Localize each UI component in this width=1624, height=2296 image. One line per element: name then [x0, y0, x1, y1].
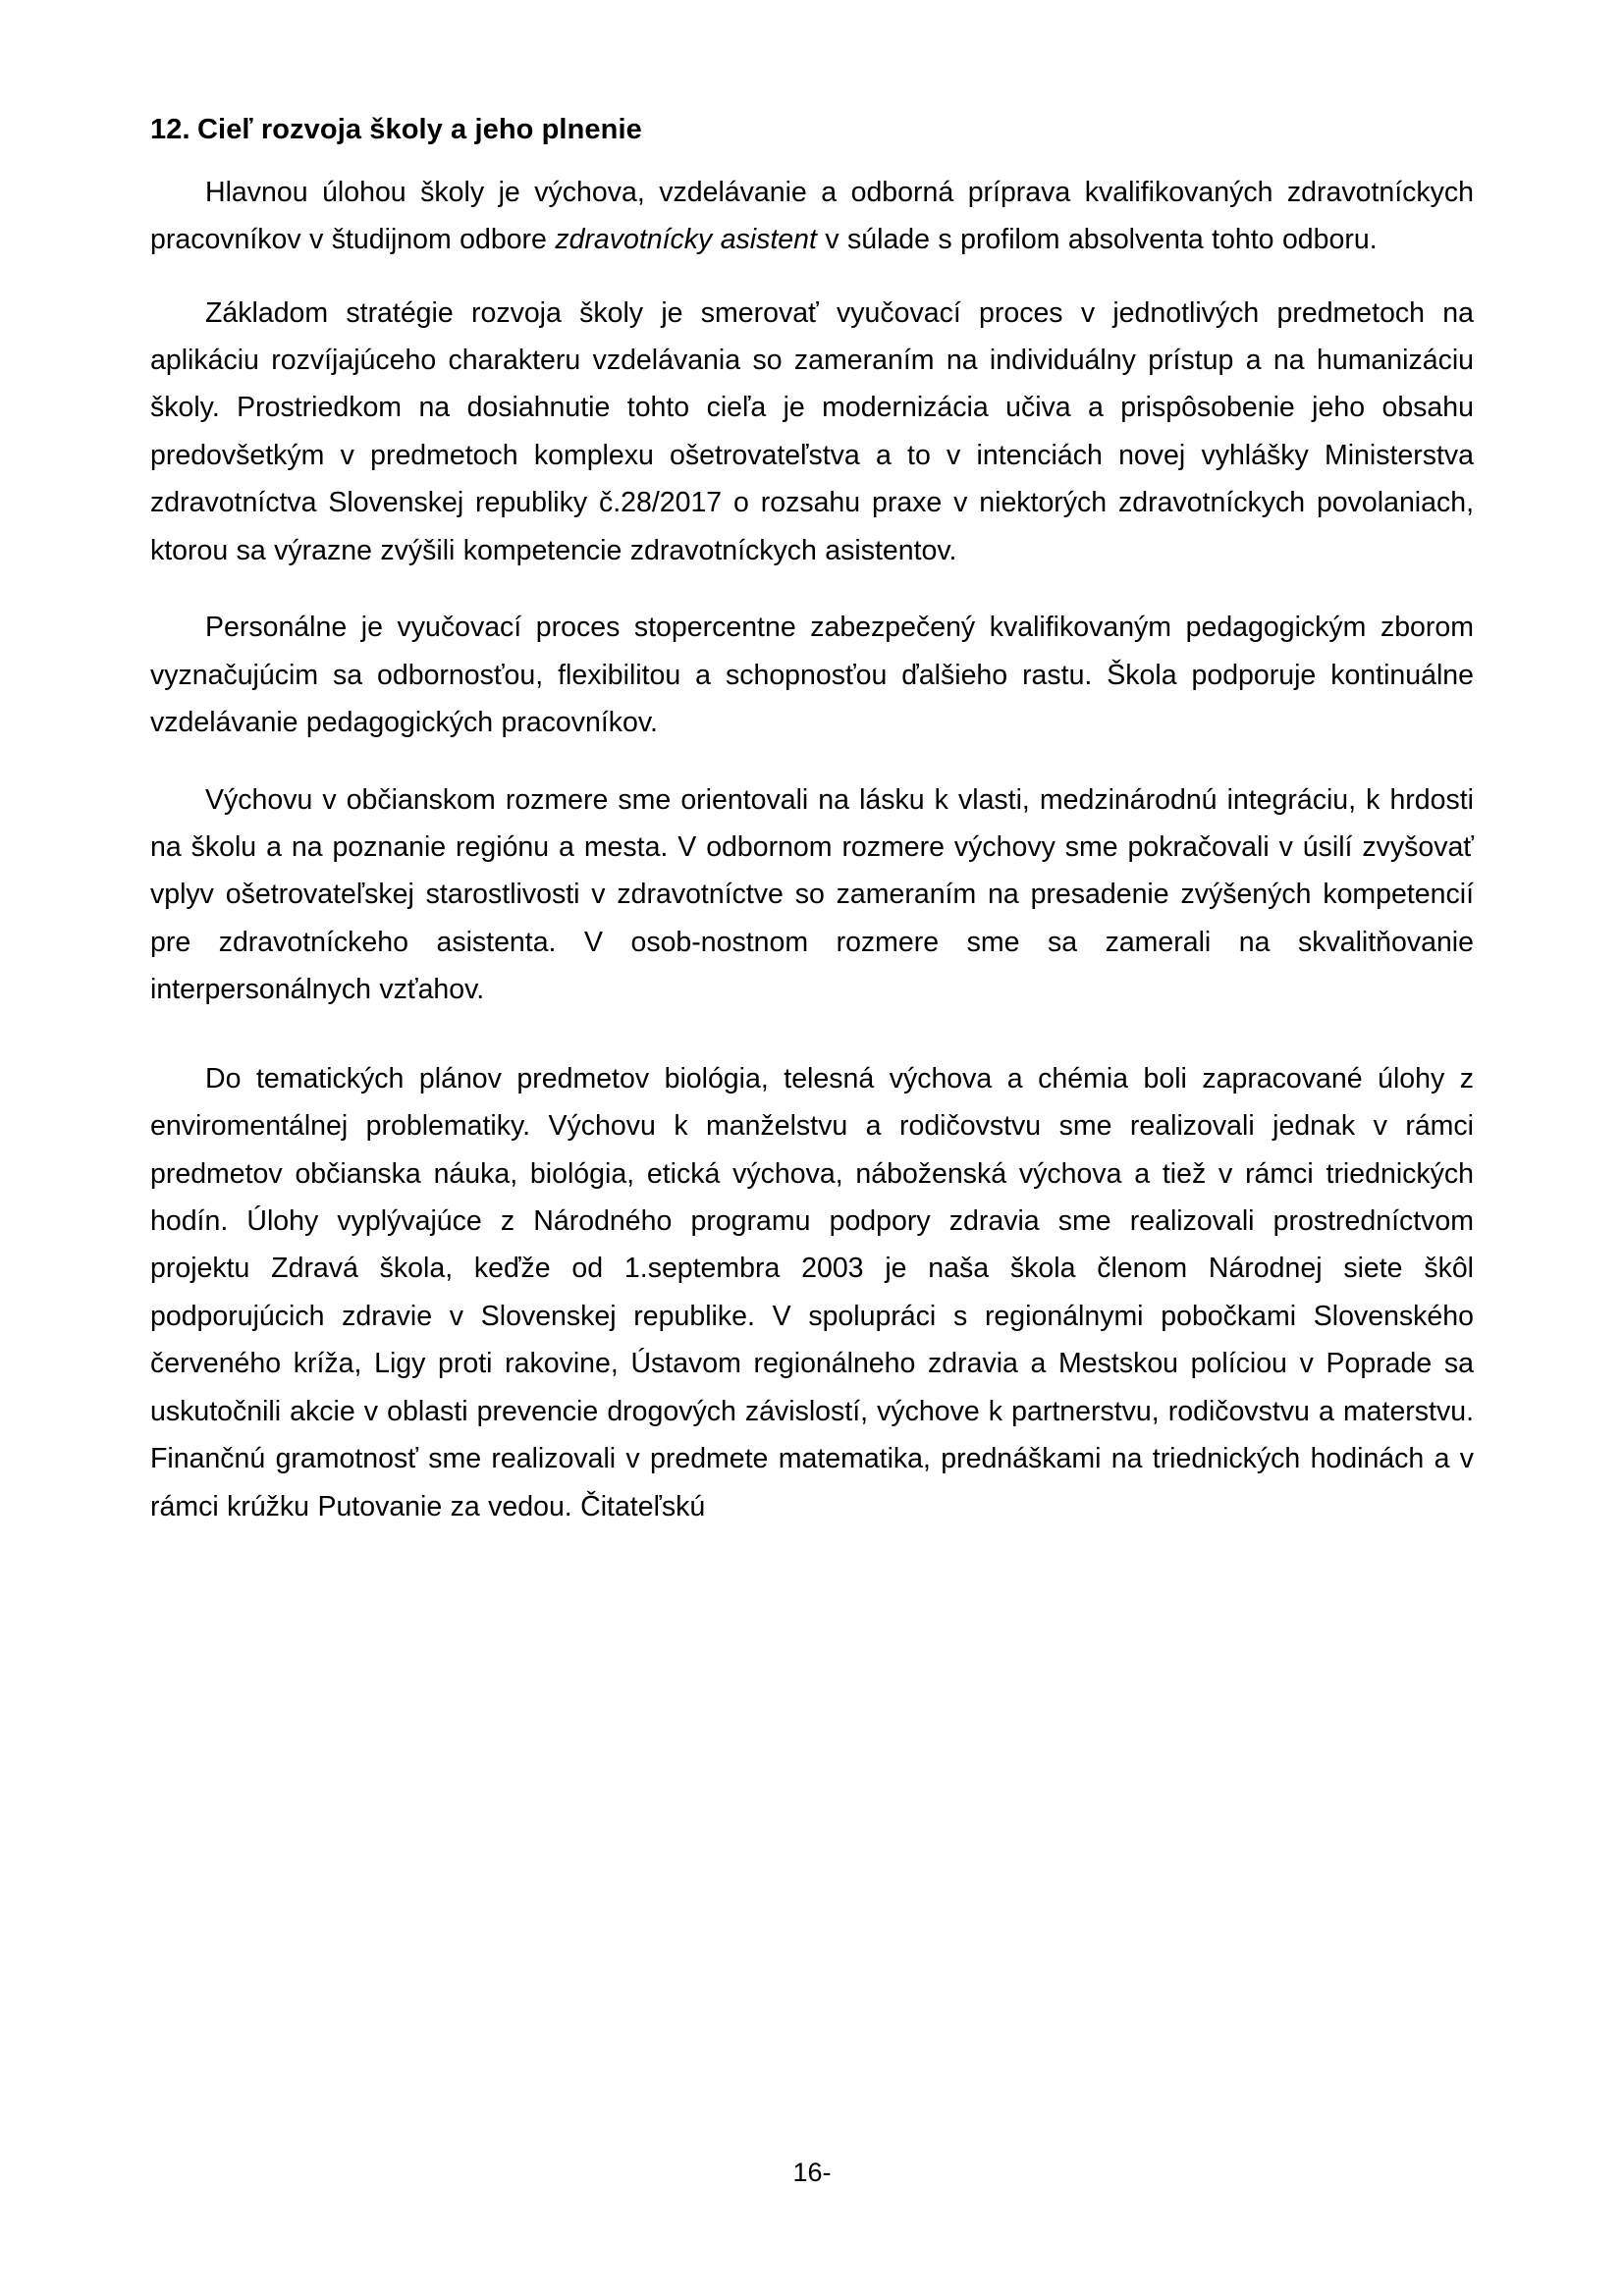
- page-title: [150, 112, 1474, 149]
- page-content: [150, 112, 1474, 1530]
- heading-text: Cieľ rozvoja školy a jeho plnenie: [197, 114, 642, 145]
- paragraph-4: Výchovu v občianskom rozmere sme orientovali na lásku k vlasti, medzinárodnú integráciu, k hrdosti na školu a na poznanie regiónu a mesta. V odbornom rozmere výchovy sme pokračovali v úsilí zvyšovať vplyv ošetrovateľskej starostlivosti v zdravotníctve so zameraním na presadenie zvýšených kompetencií pre zdravotníckeho asistenta. V osob-nostnom rozmere sme sa zamerali na skvalitňovanie interpersonálnych vzťahov.: [150, 783, 1474, 1006]
- heading-number: 12.: [150, 114, 190, 145]
- paragraph-2: Základom stratégie rozvoja školy je smerovať vyučovací proces v jednotlivých predmetoch na aplikáciu rozvíjajúceho charakteru vzdelávania so zameraním na individuálny prístup a na humanizáciu školy. Prostriedkom na dosiahnutie tohto cieľa je modernizácia učiva a prispôsobenie jeho obsahu predovšetkým v predmetoch komplexu ošetrovateľstva a to v intenciách novej vyhlášky Ministerstva zdravotníctva Slovenskej republiky č.28/2017 o rozsahu praxe v niektorých zdravotníckych povolaniach, ktorou sa výrazne zvýšili kompetencie zdravotníckych asistentov.: [150, 296, 1474, 566]
- paragraph-5: Do tematických plánov predmetov biológia, telesná výchova a chémia boli zapracované úlohy z enviromentálnej problematiky. Výchovu k manželstvu a rodičovstvu sme realizovali jednak v rámci predmetov občianska náuka, biológia, etická výchova, náboženská výchova a tiež v rámci triednických hodín. Úlohy vyplývajúce z Národného programu podpory zdravia sme realizovali prostredníctvom projektu Zdravá škola, keďže od 1.septembra 2003 je naša škola členom Národnej siete škôl podporujúcich zdravie v Slovenskej republike. V spolupráci s regionálnymi pobočkami Slovenského červeného kríža, Ligy proti rakovine, Ústavom regionálneho zdravia a Mestskou políciou v Poprade sa uskutočnili akcie v oblasti prevencie drogových závislostí, výchove k partnerstvu, rodičovstvu a materstvu. Finančnú gramotnosť sme realizovali v predmete matematika, prednáškami na triednických hodinách a v rámci krúžku Putovanie za vedou. Čitateľskú: [150, 1062, 1474, 1522]
- page-number: 16-: [792, 2158, 832, 2187]
- paragraph-3: Personálne je vyučovací proces stopercentne zabezpečený kvalifikovaným pedagogickým zborom vyznačujúcim sa odbornosťou, flexibilitou a schopnosťou ďalšieho rastu. Škola podporuje kontinuálne vzdelávanie pedagogických pracovníkov.: [150, 612, 1474, 739]
- paragraph-1: [150, 169, 1474, 264]
- paragraph-1-italic-term: zdravotnícky asistent: [555, 224, 817, 256]
- paragraph-1-text-after: v súlade s profilom absolventa tohto odboru.: [816, 224, 1378, 256]
- paragraph-1-text-before: Hlavnou úlohou školy je výchova, vzdelávanie a odborná príprava kvalifikovaných zdravotníckych pracovníkov v študijnom odbore: [150, 176, 1474, 256]
